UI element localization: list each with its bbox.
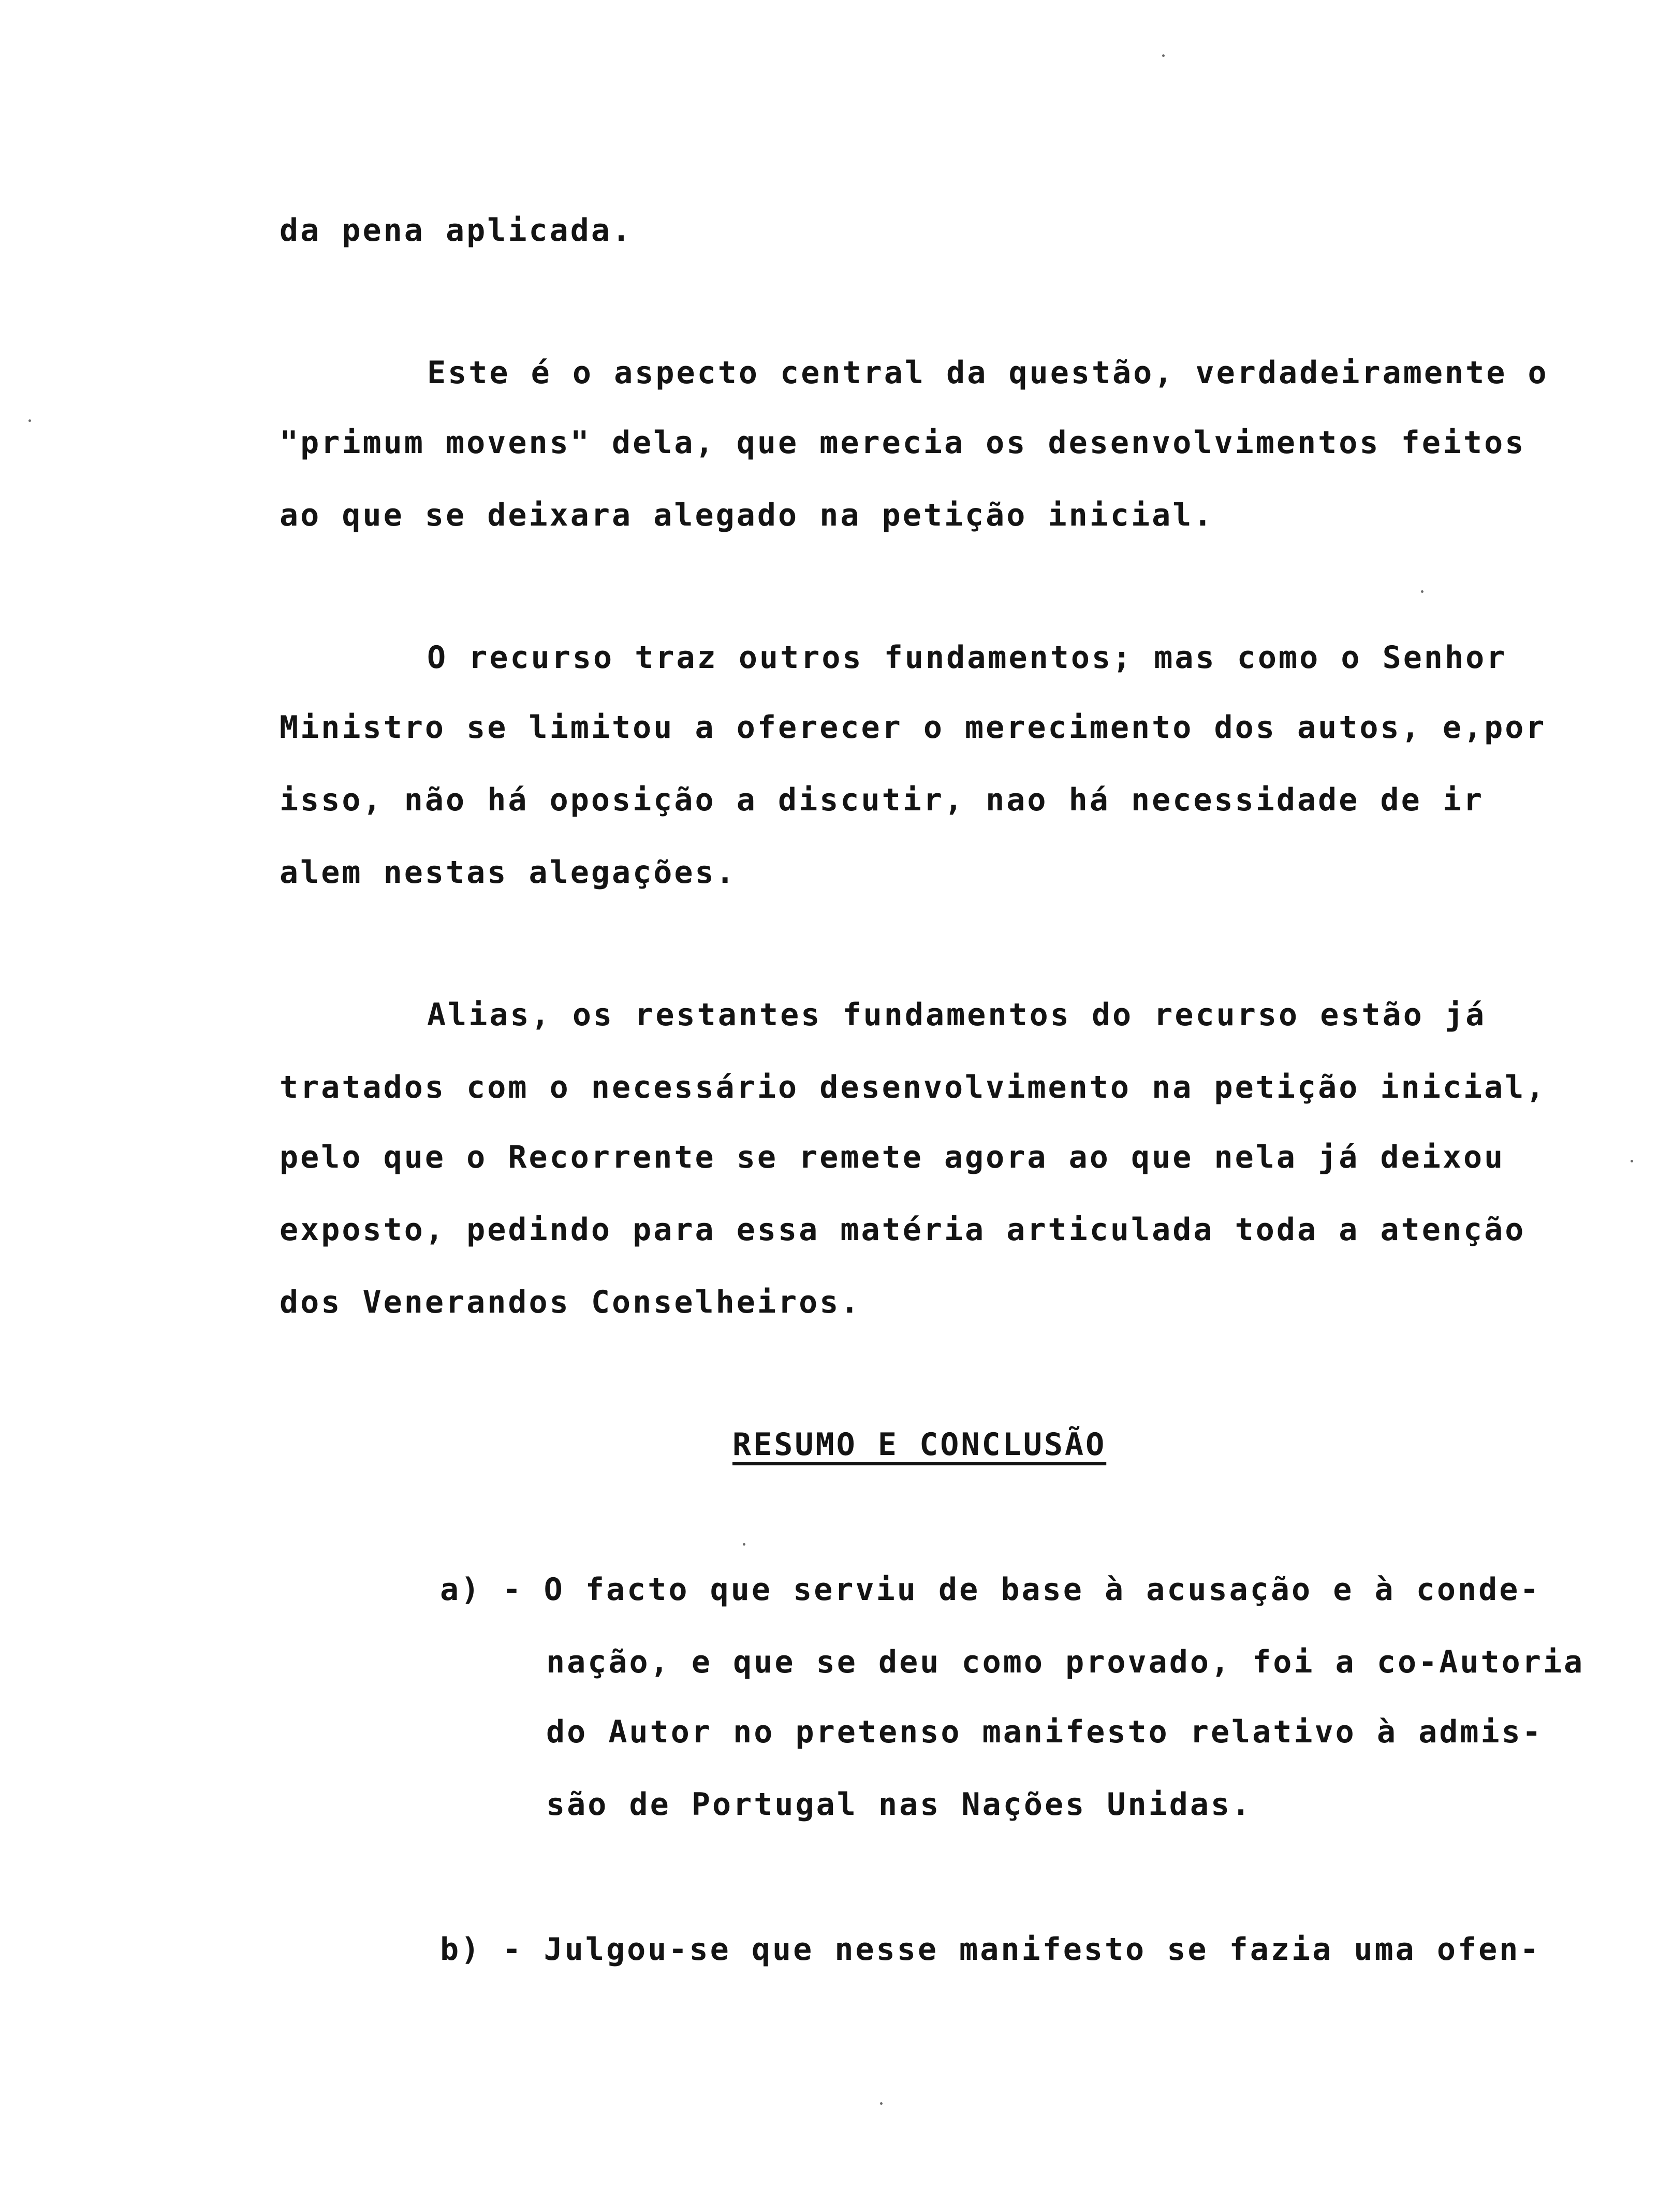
list-item-line: b) - Julgou-se que nesse manifesto se fazia uma ofen- (440, 1931, 1541, 1968)
text-line: Ministro se limitou a oferecer o merecimento dos autos, e,por (280, 709, 1547, 746)
text-line: Este é o aspecto central da questão, verdadeiramente o (427, 355, 1549, 391)
list-item-line: são de Portugal nas Nações Unidas. (546, 1786, 1253, 1823)
text-line: tratados com o necessário desenvolvimento na petição inicial, (280, 1069, 1547, 1105)
scan-speck (880, 2102, 883, 2105)
text-line: O recurso traz outros fundamentos; mas como o Senhor (427, 639, 1507, 676)
text-line: exposto, pedindo para essa matéria articulada toda a atenção (280, 1212, 1526, 1248)
scan-speck (743, 1543, 745, 1546)
list-item-line: do Autor no pretenso manifesto relativo à admis- (546, 1714, 1543, 1750)
text-line: "primum movens" dela, que merecia os desenvolvimentos feitos (280, 425, 1526, 461)
text-line: Alias, os restantes fundamentos do recurso estão já (427, 997, 1487, 1033)
scan-speck (1421, 590, 1423, 593)
scan-speck (28, 419, 31, 422)
text-line: isso, não há oposição a discutir, nao há necessidade de ir (280, 782, 1485, 818)
text-line: da pena aplicada. (280, 212, 633, 249)
list-item-line: a) - O facto que serviu de base à acusação e à conde- (440, 1571, 1541, 1608)
text-line: dos Venerandos Conselheiros. (280, 1284, 861, 1320)
text-line: ao que se deixara alegado na petição inicial. (280, 497, 1214, 533)
list-item-line: nação, e que se deu como provado, foi a co-Autoria (546, 1644, 1585, 1680)
text-line: alem nestas alegações. (280, 854, 737, 891)
scan-speck (1162, 54, 1165, 57)
scan-speck (1631, 1160, 1633, 1162)
text-line: pelo que o Recorrente se remete agora ao que nela já deixou (280, 1139, 1505, 1175)
section-heading: RESUMO E CONCLUSÃO (732, 1427, 1107, 1463)
